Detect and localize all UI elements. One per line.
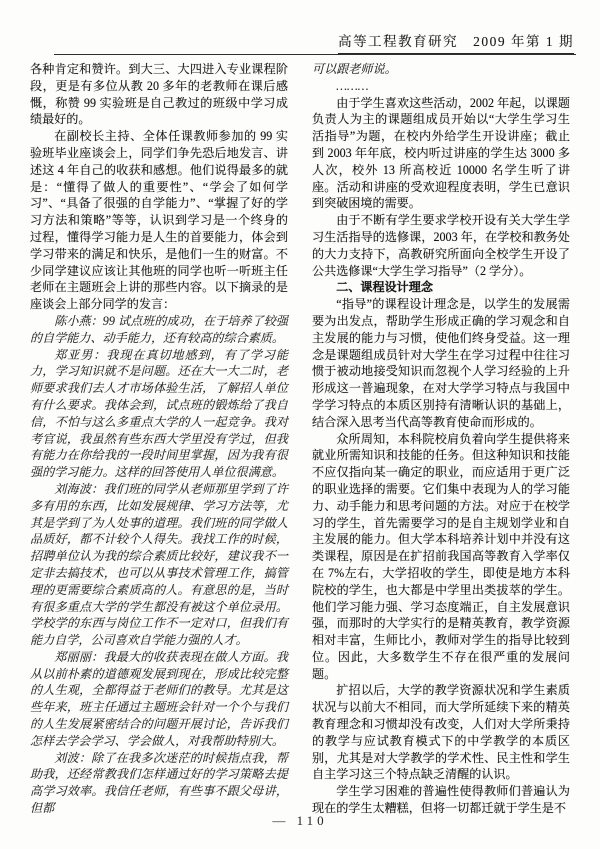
paragraph: 郑丽丽：我最大的收获表现在做人方面。我从以前朴素的道德观发展到现在，形成比较完整的人生观，全都得益于老师们的教导。尤其是这些年来，班主任通过主题班会针对一个个与我们的人生发展紧密结合的问题开展讨论，告诉我们怎样去学会学习、学会做人，对我帮助特别大。 (30, 649, 288, 748)
paragraph: 郑亚男：我现在真切地感到，有了学习能力，学习知识就不是问题。还在大一大二时，老师要求我们去人才市场体验生活，了解招人单位有什么要求。我体会到，试点班的锻炼给了我自信，不怕与这么多重点大学的人一起竞争。我对考官说，我虽然有些东西大学里没有学过，但我有能力在你给我的一段时间里掌握，因为我有很强的学习能力。这样的回答使用人单位很满意。 (30, 347, 288, 480)
page-number: — 110 (272, 813, 328, 828)
paragraph: 由于不断有学生要求学校开设有关大学生学习生活指导的选修课，2003 年，在学校和教务处的大力支持下，高教研究所面向全校学生开设了公共选修课“大学生学习指导”（2 学分）。 (312, 213, 570, 278)
left-column (30, 61, 288, 817)
paragraph: 刘波：除了在我多次迷茫的时候指点我，帮助我，还经常教我们怎样通过好的学习策略去提高学习效率。我信任老师，有些事不跟父母讲，但都 (30, 750, 288, 816)
paragraph: 学生学习困难的普遍性使得教师们普遍认为现在的学生太糟糕，但将一切都迁就于学生是不 (312, 784, 570, 816)
journal-header: 高等工程教育研究 2009 年第 1 期 (338, 30, 574, 54)
paragraph: ……… (336, 78, 369, 93)
paragraph: 由于学生喜欢这些活动，2002 年起，以课题负责人为主的课题组成员开始以“大学生学习生活指导”为题，在校内外给学生开设讲座；截止到 2003 年年底，校内听过讲座的学生达 3000 多人次，校外 13 所高校近 10000 名学生听了讲座。活动和讲座的受欢迎程度表明，学生已意识到突破困境的需要。 (312, 95, 570, 211)
section-heading: 二、课程设计理念 (336, 280, 433, 295)
header-rule (54, 54, 576, 55)
paragraph: 扩招以后，大学的教学资源状况和学生素质状况与以前大不相同，而大学所延续下来的精英教育理念和习惯却没有改变，人们对大学所秉持的教学与应试教育模式下的中学教学的本质区别，尤其是对大学教学的学术性、民主性和学生自主学习这三个特点缺乏清醒的认识。 (312, 683, 570, 782)
paragraph: 众所周知，本科院校肩负着向学生提供将来就业所需知识和技能的任务。但这种知识和技能不应仅指向某一确定的职业，而应适用于更广泛的职业选择的需要。它们集中表现为人的学习能力、动手能力和思考问题的方法。对应于在校学习的学生，首先需要学习的是自主规划学业和自主发展的能力。但大学本科培养计划中并没有这类课程，原因是在扩招前我国高等教育入学率仅在 7%左右，大学招收的学生，即使是地方本科院校的学生，也大都是中学里出类拔萃的学生。他们学习能力强、学习态度端正，自主发展意识强，而那时的大学实行的是精英教育，教学资源相对丰富，生师比小，教师对学生的指导比较到位。因此，大多数学生不存在很严重的发展问题。 (312, 431, 570, 681)
paragraph: 刘海波：我们班的同学从老师那里学到了许多有用的东西，比如发展规律、学习方法等，尤其是学到了为人处事的道理。我们班的同学做人品质好，都不计较个人得失。我找工作的时候，招聘单位认为我的综合素质比较好，建议我不一定非去搞技术，也可以从事技术管理工作，搞管理的更需要综合素质高的人。有意思的是，当时有很多重点大学的学生都没有被这个单位录用。学校学的东西与岗位工作不一定对口，但我们有能力自学，公司喜欢自学能力强的人才。 (30, 481, 288, 648)
page-footer (0, 813, 600, 829)
paragraph: 陈小燕：99 试点班的成功，在于培养了较强的自学能力、动手能力，还有较高的综合素质。 (30, 313, 288, 345)
paragraph: 各种肯定和赞许。到大三、大四进入专业课程阶段，更是有多位从教 20 多年的老教师在课后感慨，称赞 99 实验班是自己教过的班级中学习成绩最好的。 (30, 62, 288, 127)
paragraph: 在副校长主持、全体任课教师参加的 99 实验班毕业座谈会上，同学们争先恐后地发言、讲述这 4 年自己的收获和感想。他们说得最多的就是：“懂得了做人的重要性”、“学会了如何学习”、“具备了很强的自学能力”、“掌握了好的学习方法和策略”等等，认识到学习是一个终身的过程，懂得学习能力是人生的首要能力，体会到学习带来的满足和快乐，是他们一生的财富。不少同学建议应该让其他班的同学也听一听班主任老师在主题班会上讲的那些内容。以下摘录的是座谈会上部分同学的发言： (30, 129, 288, 312)
article-body (30, 61, 570, 817)
paragraph: “指导”的课程设计理念是，以学生的发展需要为出发点，帮助学生形成正确的学习观念和自主发展的能力与习惯，使他们终身受益。这一理念是课题组成员针对大学生在学习过程中往往习惯于被动地接受知识而忽视个人学习经验的上升形成这一普遍现象，在对大学学习特点与我国中学学习特点的本质区别持有清晰认识的基础上，结合深入思考当代高等教育使命而形成的。 (312, 297, 570, 429)
right-column (312, 61, 570, 817)
paragraph: 可以跟老师说。 (312, 62, 397, 76)
